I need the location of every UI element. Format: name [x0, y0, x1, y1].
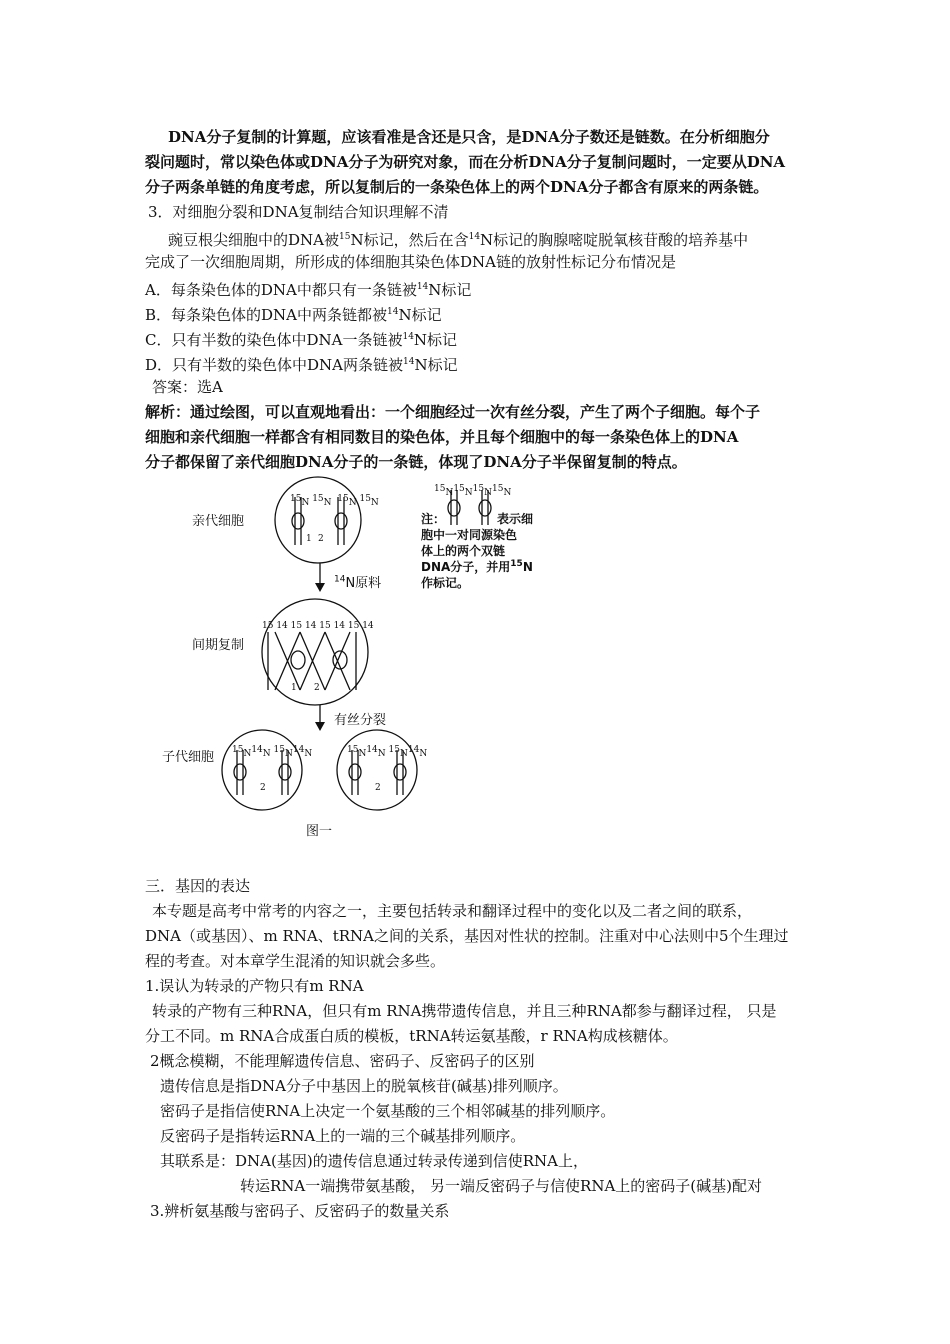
interphase-numbers: 15 14 15 14 15 14 15 14 [262, 621, 374, 631]
daughter-left-num-2: 2 [260, 783, 266, 793]
gene-h2-line-3: 反密码子是指转运RNA上的一端的三个碱基排列顺序。 [160, 1127, 526, 1145]
question-line-2: 完成了一次细胞周期，所形成的体细胞其染色体DNA链的放射性标记分布情况是 [145, 253, 676, 271]
option-b: B．每条染色体的DNA中两条链都被$^{14}$N标记 [145, 306, 442, 324]
arrow-down-icon [315, 583, 325, 592]
gene-h1-line-2: 分工不同。m RNA合成蛋白质的模板，tRNA转运氨基酸，r RNA构成核糖体。 [145, 1027, 678, 1045]
gene-h2-line-5: 转运RNA一端携带氨基酸， 另一端反密码子与信使RNA上的密码子(碱基)配对 [240, 1177, 762, 1195]
daughter-left-n-labels: $^{15}N^{14}N$ $^{15}N^{14}N$ [232, 745, 313, 759]
interphase-num-1: 1 [291, 683, 297, 693]
option-a: A．每条染色体的DNA中都只有一条链被$^{14}$N标记 [145, 281, 472, 299]
raw-material-label: $^{14}$N原料 [334, 574, 382, 591]
figure-caption: 图一 [306, 824, 333, 839]
mitosis-label: 有丝分裂 [334, 713, 387, 728]
analysis-line-3: 分子都保留了亲代细胞DNA分子的一条链，体现了DNA分子半保留复制的特点。 [145, 453, 687, 471]
parent-cell-label: 亲代细胞 [192, 514, 245, 529]
note-n-labels: $^{15}N^{15}N^{15}N^{15}N$ [434, 484, 512, 498]
gene-section-title: 三．基因的表达 [145, 877, 251, 895]
gene-h1-line-1: 转录的产物有三种RNA，但只有m RNA携带遗传信息，并且三种RNA都参与翻译过程， 只是 [152, 1002, 777, 1020]
arrow-down-icon-2 [315, 722, 325, 731]
question-line-1: 豌豆根尖细胞中的DNA被$^{15}$N标记，然后在含$^{14}$N标记的胸腺嘧啶脱氧核苷酸的培养基中 [168, 231, 749, 249]
gene-heading-3: 3.辨析氨基酸与密码子、反密码子的数量关系 [150, 1202, 450, 1220]
analysis-line-2: 细胞和亲代细胞一样都含有相同数目的染色体，并且每个细胞中的每一条染色体上的DNA [145, 428, 739, 446]
gene-p1: 本专题是高考中常考的内容之一，主要包括转录和翻译过程中的变化以及二者之间的联系， [152, 902, 753, 920]
intro-line-2: 裂问题时，常以染色体或DNA分子为研究对象，而在分析DNA分子复制问题时，一定要从DNA [145, 153, 786, 171]
section-3-title: 3．对细胞分裂和DNA复制结合知识理解不清 [148, 203, 449, 221]
analysis-line-1: 解析：通过绘图，可以直观地看出：一个细胞经过一次有丝分裂，产生了两个子细胞。每个子 [145, 403, 761, 421]
answer: 答案：选A [152, 378, 223, 396]
gene-p2: DNA（或基因）、m RNA、tRNA之间的关系，基因对性状的控制。注重对中心法则中5个生理过 [145, 927, 789, 945]
intro-line-1: DNA分子复制的计算题，应该看准是含还是只含，是DNA分子数还是链数。在分析细胞分 [168, 128, 770, 146]
gene-h2-line-2: 密码子是指信使RNA上决定一个氨基酸的三个相邻碱基的排列顺序。 [160, 1102, 616, 1120]
parent-n-labels: $^{15}$N $^{15}$N $^{15}$N $^{15}$N [290, 494, 379, 508]
gene-heading-2: 2概念模糊，不能理解遗传信息、密码子、反密码子的区别 [150, 1052, 535, 1070]
daughter-right-n-labels: $^{15}N^{14}N$ $^{15}N^{14}N$ [347, 745, 428, 759]
parent-num-1: 1 [306, 534, 312, 544]
option-d: D．只有半数的染色体中DNA两条链被$^{14}$N标记 [145, 356, 458, 374]
gene-p3: 程的考查。对本章学生混淆的知识就会多些。 [145, 952, 446, 970]
note-line-4: DNA分子，并用$^{15}$N [421, 559, 533, 574]
option-c: C．只有半数的染色体中DNA一条链被$^{14}$N标记 [145, 331, 458, 349]
note-line-2: 胞中一对同源染色 [421, 528, 518, 542]
parent-num-2: 2 [318, 534, 324, 544]
gene-heading-1: 1.误认为转录的产物只有m RNA [145, 977, 364, 995]
gene-h2-line-1: 遗传信息是指DNA分子中基因上的脱氧核苷(碱基)排列顺序。 [160, 1077, 568, 1095]
note-line-1: 注： 表示细 [421, 512, 534, 526]
gene-h2-line-4: 其联系是：DNA(基因)的遗传信息通过转录传递到信使RNA上， [160, 1152, 588, 1170]
note-line-5: 作标记。 [421, 576, 470, 590]
daughter-cell-label: 子代细胞 [162, 750, 215, 765]
parent-cell [275, 477, 361, 563]
note-line-3: 体上的两个双链 [421, 544, 506, 558]
interphase-num-2: 2 [314, 683, 320, 693]
daughter-right-num-2: 2 [375, 783, 381, 793]
interphase-label: 间期复制 [192, 638, 245, 653]
intro-line-3: 分子两条单链的角度考虑，所以复制后的一条染色体上的两个DNA分子都含有原来的两条链。 [145, 178, 769, 196]
